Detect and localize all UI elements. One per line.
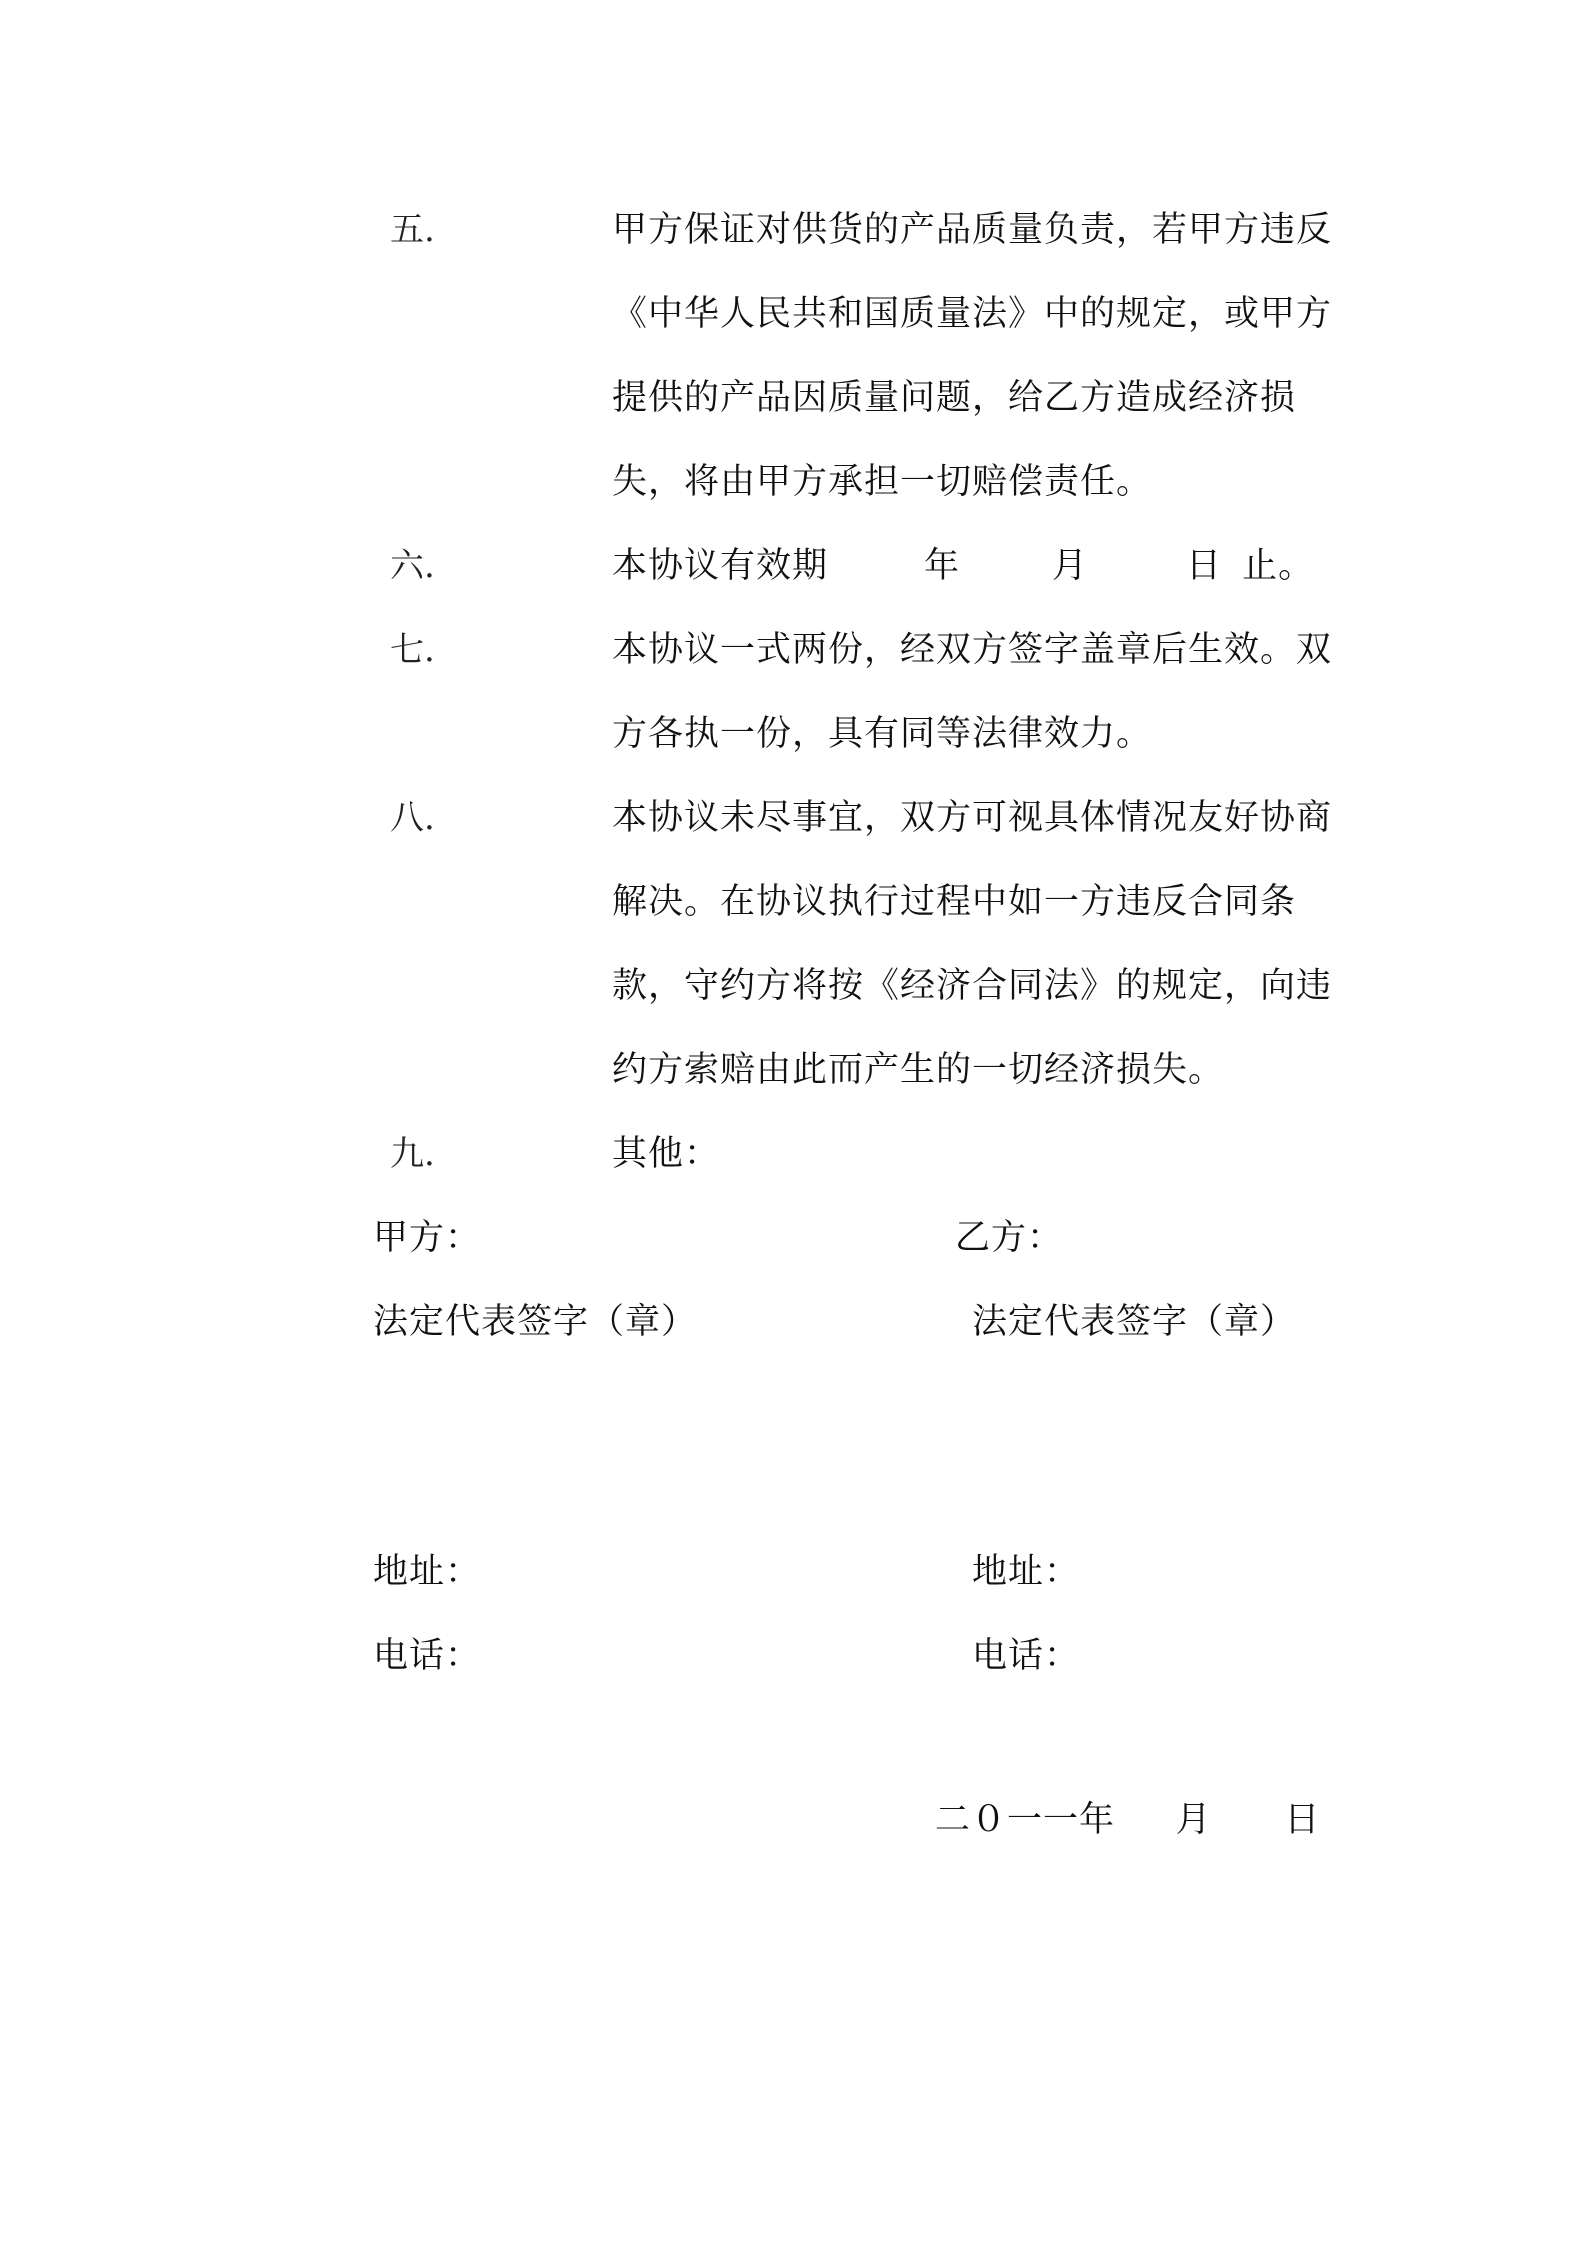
- party-b-signature: 法定代表签字（章）: [972, 1302, 1297, 1342]
- clause-5: [390, 188, 1370, 524]
- party-a-label: 甲方：: [373, 1218, 482, 1258]
- party-b-label: 乙方：: [955, 1218, 1064, 1258]
- clause-number: 八.: [390, 798, 435, 838]
- clause-number: 七.: [390, 630, 435, 670]
- clause-text: 本协议一式两份，经双方签字盖章后生效。双方各执一份，具有同等法律效力。: [612, 630, 1333, 754]
- validity-suffix: 止。: [1242, 546, 1315, 586]
- clause-6: [390, 524, 1370, 608]
- party-a-phone: 电话：: [373, 1636, 482, 1676]
- clause-number: 五.: [390, 210, 435, 250]
- validity-day: 日: [1186, 546, 1223, 586]
- validity-period: [612, 524, 1357, 608]
- clause-number: 九.: [390, 1134, 435, 1174]
- validity-year: 年: [924, 546, 961, 586]
- party-a-address: 地址：: [373, 1552, 482, 1592]
- clause-text: 本协议未尽事宜，双方可视具体情况友好协商解决。在协议执行过程中如一方违反合同条款，守约方将按《经济合同法》的规定，向违约方索赔由此而产生的一切经济损失。: [612, 798, 1333, 1090]
- clause-text: 甲方保证对供货的产品质量负责，若甲方违反《中华人民共和国质量法》中的规定，或甲方提供的产品因质量问题，给乙方造成经济损失，将由甲方承担一切赔偿责任。: [612, 210, 1333, 502]
- validity-prefix: 本协议有效期: [612, 546, 829, 586]
- party-b-phone: 电话：: [972, 1636, 1081, 1676]
- validity-month: 月: [1052, 546, 1089, 586]
- clause-9: [390, 1112, 1370, 1196]
- party-b-address: 地址：: [972, 1552, 1081, 1592]
- clause-7: [390, 608, 1370, 776]
- party-a-signature: 法定代表签字（章）: [373, 1302, 698, 1342]
- signing-date: 二０一一年 月 日: [935, 1800, 1321, 1840]
- clause-number: 六.: [390, 546, 435, 586]
- clause-8: [390, 776, 1370, 1112]
- clause-text: 其他：: [612, 1134, 721, 1174]
